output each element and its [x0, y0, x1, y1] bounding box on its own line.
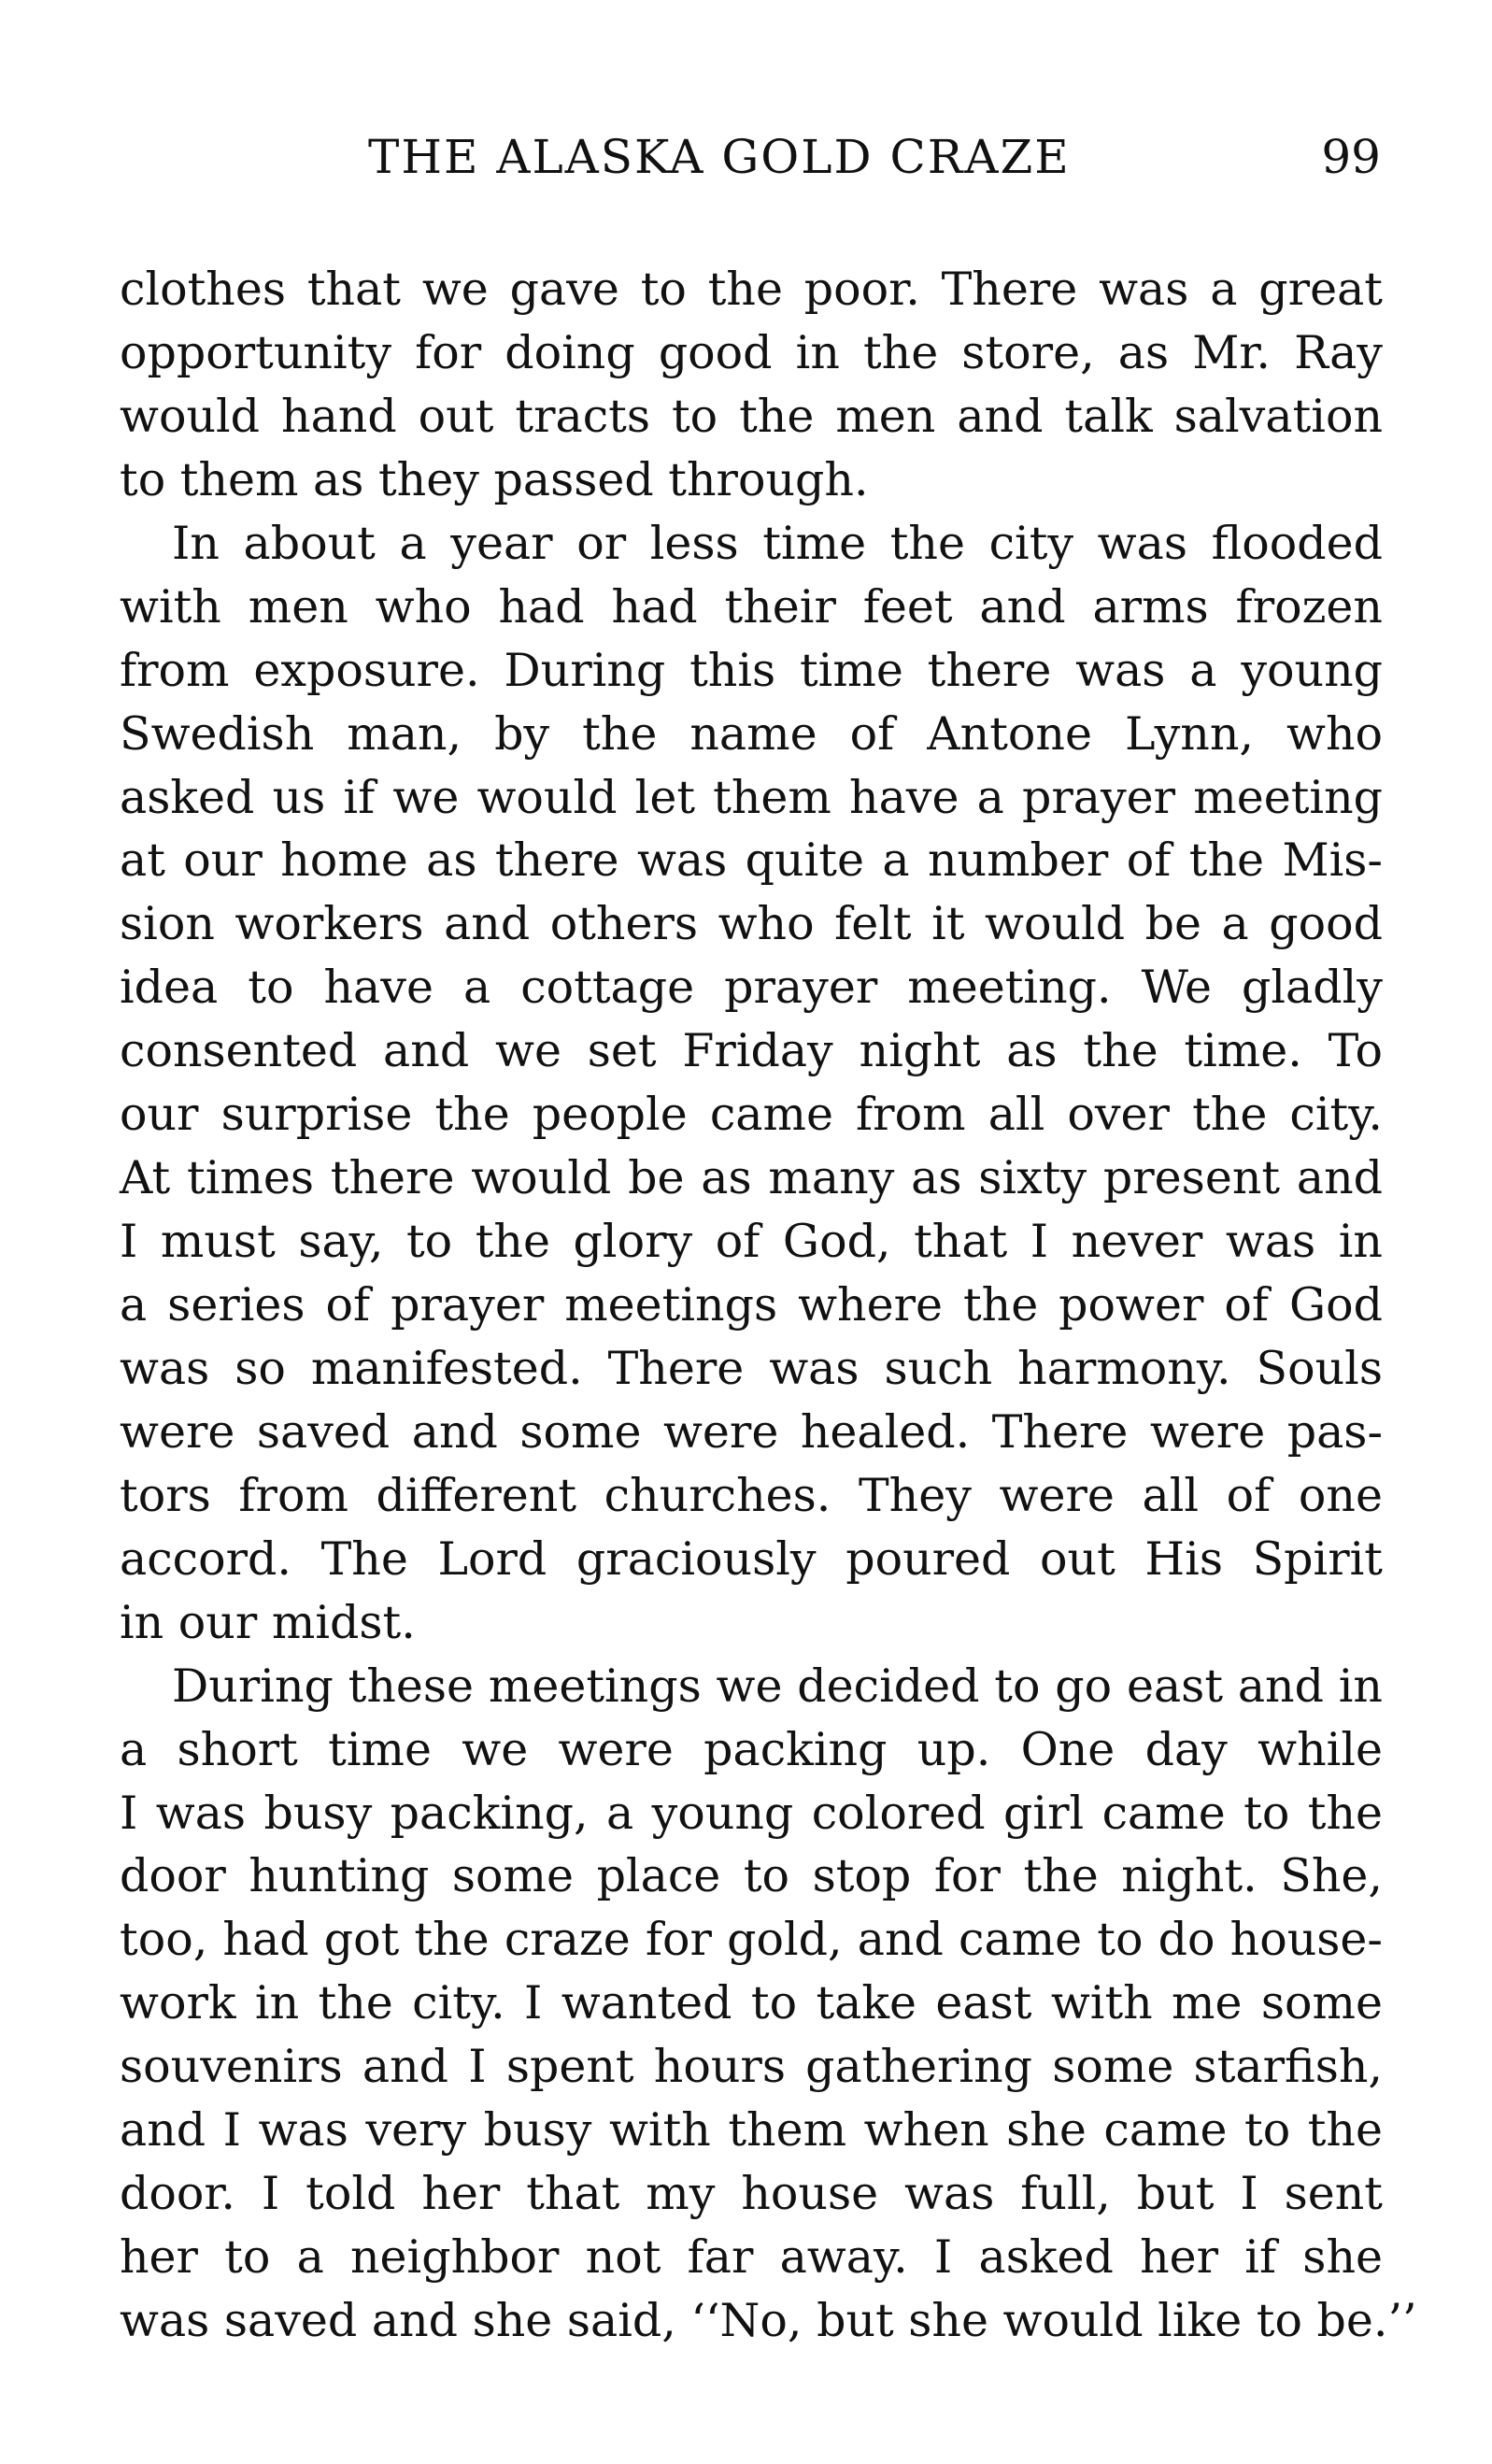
- text-line: and I was very busy with them when she came to the: [120, 2103, 1383, 2158]
- text-line: a short time we were packing up. One day while: [120, 1722, 1383, 1776]
- page-number: 99: [1321, 130, 1381, 184]
- text-line: door. I told her that my house was full, but I sent: [120, 2167, 1383, 2221]
- body-text: [120, 258, 1417, 2353]
- text-line: would hand out tracts to the men and talk salvation: [120, 389, 1383, 443]
- text-line: Swedish man, by the name of Antone Lynn, who: [120, 706, 1383, 761]
- text-line: her to a neighbor not far away. I asked her if she: [120, 2230, 1383, 2285]
- text-line: in our midst.: [120, 1595, 416, 1649]
- text-line: at our home as there was quite a number of the Mis-: [120, 833, 1383, 888]
- text-line: our surprise the people came from all over the city.: [120, 1088, 1383, 1142]
- text-line: was saved and she said, ‘‘No, but she would like to be.’’: [120, 2294, 1417, 2347]
- text-line: idea to have a cottage prayer meeting. We gladly: [120, 961, 1383, 1015]
- text-line: I must say, to the glory of God, that I never was in: [120, 1215, 1383, 1269]
- text-line: opportunity for doing good in the store, as Mr. Ray: [120, 325, 1383, 379]
- text-line: At times there would be as many as sixty present and: [120, 1151, 1383, 1205]
- paragraph-2: [120, 512, 1383, 1655]
- text-line: consented and we set Friday night as the time. To: [120, 1024, 1383, 1078]
- text-line: accord. The Lord graciously poured out His Spirit: [120, 1531, 1383, 1586]
- text-line: with men who had had their feet and arms frozen: [120, 579, 1383, 634]
- text-line: souvenirs and I spent hours gathering some starfish,: [120, 2040, 1383, 2094]
- text-line: tors from different churches. They were all of one: [120, 1468, 1383, 1522]
- text-line: door hunting some place to stop for the night. She,: [120, 1849, 1383, 1903]
- running-head-title: THE ALASKA GOLD CRAZE: [368, 130, 1071, 184]
- text-line: from exposure. During this time there was a young: [120, 643, 1383, 697]
- paragraph-1: [120, 258, 1383, 512]
- text-line: I was busy packing, a young colored girl came to the: [120, 1786, 1383, 1840]
- text-line: were saved and some were healed. There were pas-: [120, 1404, 1383, 1459]
- text-line: was so manifested. There was such harmony. Souls: [120, 1341, 1383, 1395]
- text-line: too, had got the craze for gold, and came to do house-: [120, 1913, 1383, 1967]
- text-line: clothes that we gave to the poor. There was a great: [120, 263, 1383, 316]
- text-line: During these meetings we decided to go east and in: [172, 1659, 1383, 1713]
- text-line: In about a year or less time the city was flooded: [172, 516, 1383, 570]
- text-line: work in the city. I wanted to take east with me some: [120, 1976, 1383, 2030]
- running-head: [120, 120, 1381, 194]
- paragraph-3: [120, 1655, 1417, 2353]
- text-line: a series of prayer meetings where the power of God: [120, 1278, 1383, 1332]
- text-line: to them as they passed through.: [120, 452, 869, 506]
- text-line: sion workers and others who felt it would be a good: [120, 897, 1383, 951]
- text-line: asked us if we would let them have a prayer meeting: [120, 770, 1383, 824]
